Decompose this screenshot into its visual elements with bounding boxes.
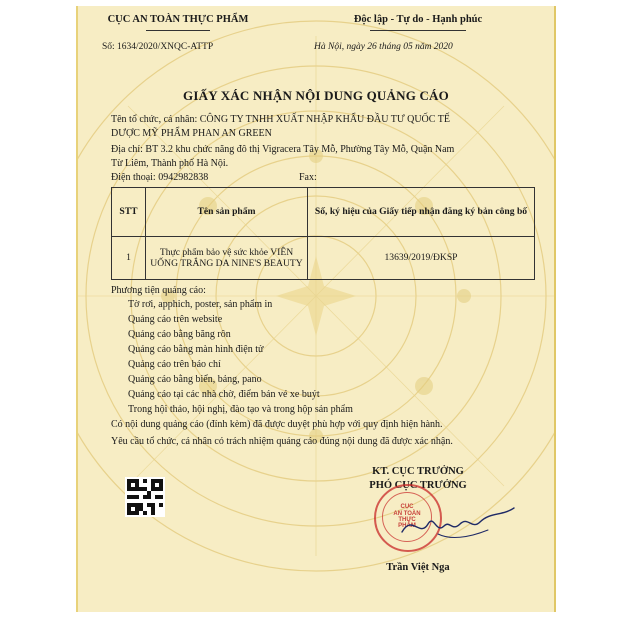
org-address-line2: Từ Liêm, Thành phố Hà Nội.	[111, 158, 229, 169]
stamp-text-line1: CỤC	[400, 504, 414, 511]
stamp-text-line2: AN TOÀN	[393, 510, 421, 517]
row-product: Thực phẩm bảo vệ sức khỏe VIÊN UỐNG TRẮNG DA NINE'S BEAUTY	[146, 237, 308, 280]
table-row	[112, 237, 535, 280]
qr-code[interactable]	[125, 477, 165, 517]
note-responsibility: Yêu cầu tổ chức, cá nhân có trách nhiệm quảng cáo đúng nội dung đã được xác nhận.	[111, 436, 453, 447]
motto-underline	[370, 30, 466, 31]
product-table	[111, 187, 535, 280]
list-item: Quảng cáo tại các nhà chờ, điểm bán vé xe buýt	[128, 389, 320, 400]
list-item: Quảng cáo trên website	[128, 314, 223, 325]
org-name-line2: DƯỢC MỸ PHẨM PHAN AN GREEN	[111, 128, 272, 139]
list-item: Tờ rơi, apphich, poster, sản phẩm in	[128, 299, 273, 310]
national-motto: Độc lập - Tự do - Hạnh phúc	[353, 14, 483, 25]
stamp-text-line3: THỰC	[398, 517, 416, 523]
stamp-text-line4: PHẨM	[398, 523, 416, 530]
document-date: Hà Nội, ngày 26 tháng 05 năm 2020	[314, 42, 453, 52]
document-number: Số: 1634/2020/XNQC-ATTP	[102, 42, 214, 52]
agency-underline	[146, 30, 210, 31]
row-code: 13639/2019/ĐKSP	[308, 237, 535, 280]
table-header-row	[112, 188, 535, 237]
agency-name: CỤC AN TOÀN THỰC PHẨM	[107, 14, 249, 25]
document-title: GIẤY XÁC NHẬN NỘI DUNG QUẢNG CÁO	[183, 88, 449, 103]
handwritten-signature	[398, 504, 518, 544]
list-item: Trong hội thảo, hội nghị, đào tạo và trong hộp sản phẩm	[128, 404, 353, 415]
header-code: Số, ký hiệu của Giấy tiếp nhận đăng ký bản công bố	[308, 188, 535, 237]
org-fax: Fax:	[299, 172, 317, 183]
signer-title-line1: KT. CỤC TRƯỞNG	[372, 466, 464, 477]
list-item: Quảng cáo trên báo chí	[128, 359, 221, 370]
qr-code-icon	[127, 479, 163, 515]
media-heading: Phương tiện quảng cáo:	[111, 285, 206, 296]
list-item: Quảng cáo bằng biển, bảng, pano	[128, 374, 262, 385]
org-address-line1: Địa chỉ: BT 3.2 khu chức năng đô thị Vigracera Tây Mỗ, Phường Tây Mỗ, Quận Nam	[111, 144, 455, 155]
org-phone: Điện thoại: 0942982838	[111, 172, 209, 183]
signer-title-line2: PHÓ CỤC TRƯỞNG	[369, 480, 467, 491]
row-stt: 1	[112, 237, 146, 280]
note-approved: Có nội dung quảng cáo (đính kèm) đã được duyệt phù hợp với quy định hiện hành.	[111, 419, 443, 430]
list-item: Quảng cáo bằng băng rôn	[128, 329, 231, 340]
header-product: Tên sản phẩm	[146, 188, 308, 237]
document-page	[76, 6, 556, 612]
list-item: Quảng cáo bằng màn hình điện tử	[128, 344, 264, 355]
header-stt: STT	[112, 188, 146, 237]
org-name-line1: Tên tổ chức, cá nhân: CÔNG TY TNHH XUẤT NHẬP KHẨU ĐẦU TƯ QUỐC TẾ	[111, 114, 450, 125]
signer-name: Trần Việt Nga	[386, 562, 450, 573]
